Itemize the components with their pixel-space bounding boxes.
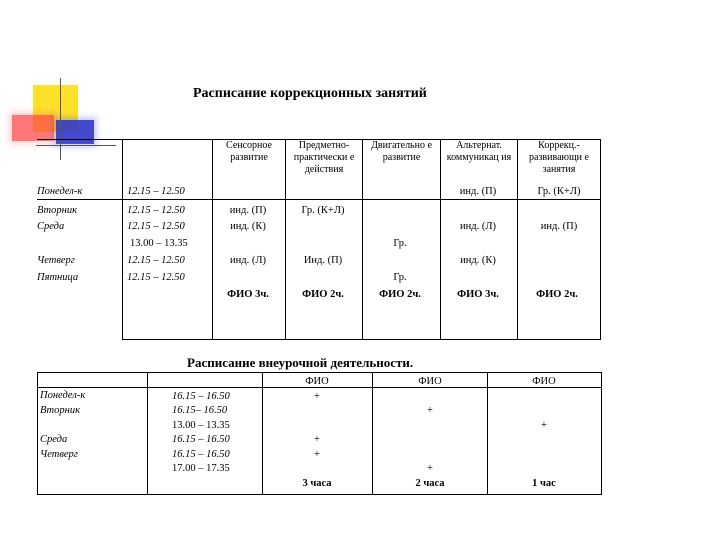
t2-total: 2 часа bbox=[415, 478, 445, 489]
t1-cell: инд. (П) bbox=[229, 205, 267, 216]
t1-time: 12.15 – 12.50 bbox=[127, 221, 185, 232]
t2-day: Понедел-к bbox=[40, 390, 86, 401]
t1-day: Пятница bbox=[37, 272, 79, 283]
t1-cell: инд. (П) bbox=[540, 221, 578, 232]
t2-time: 16.15 – 16.50 bbox=[172, 449, 230, 460]
t1-total: ФИО 2ч. bbox=[302, 289, 344, 300]
t1-cell: Инд. (П) bbox=[303, 255, 343, 266]
t1-time: 12.15 – 12.50 bbox=[127, 255, 185, 266]
t2-header-fio: ФИО bbox=[418, 376, 442, 387]
t1-cell: инд. (Л) bbox=[460, 221, 496, 232]
t2-mark: + bbox=[314, 449, 320, 460]
t1-col-line bbox=[212, 139, 213, 339]
t2-time: 17.00 – 17.35 bbox=[172, 463, 230, 474]
t1-cell: инд. (К) bbox=[460, 255, 496, 266]
t1-time: 12.15 – 12.50 bbox=[127, 186, 185, 197]
t2-col-line bbox=[601, 372, 602, 494]
t2-time: 16.15 – 16.50 bbox=[172, 391, 230, 402]
t1-cell: Гр. (К+Л) bbox=[537, 186, 581, 197]
t2-mark: + bbox=[427, 463, 433, 474]
t1-day: Среда bbox=[37, 221, 65, 232]
schedule-title: Расписание коррекционных занятий bbox=[193, 86, 427, 101]
t1-total: ФИО 3ч. bbox=[457, 289, 499, 300]
extracurricular-title: Расписание внеурочной деятельности. bbox=[187, 355, 414, 370]
t2-col-line bbox=[147, 372, 148, 494]
t2-header-fio: ФИО bbox=[532, 376, 556, 387]
t2-time: 16.15– 16.50 bbox=[172, 405, 228, 416]
t1-day: Понедел-к bbox=[37, 186, 83, 197]
t1-total: ФИО 3ч. bbox=[227, 289, 269, 300]
t1-cell: инд. (П) bbox=[459, 186, 497, 197]
t2-bottom-border bbox=[37, 494, 602, 495]
t1-cell: инд. (Л) bbox=[230, 255, 266, 266]
t1-col-line bbox=[600, 139, 601, 339]
t2-top-border bbox=[37, 372, 602, 373]
t1-time: 12.15 – 12.50 bbox=[127, 272, 185, 283]
t2-header-border bbox=[37, 387, 602, 388]
t1-header-sensory: Сенсорное развитие bbox=[226, 140, 272, 163]
t1-bottom-border bbox=[122, 339, 601, 340]
t1-col-line bbox=[440, 139, 441, 339]
t2-time: 13.00 – 13.35 bbox=[172, 420, 230, 431]
t1-col-line bbox=[122, 139, 123, 339]
t2-col-line bbox=[37, 372, 38, 494]
t2-mark: + bbox=[314, 434, 320, 445]
t1-total: ФИО 2ч. bbox=[536, 289, 578, 300]
t1-cell: инд. (К) bbox=[230, 221, 266, 232]
t2-mark: + bbox=[427, 405, 433, 416]
t2-day: Вторник bbox=[40, 405, 80, 416]
t2-col-line bbox=[262, 372, 263, 494]
t1-header-correction: Коррекц.- развивающи е занятия bbox=[529, 140, 589, 175]
t1-time: 13.00 – 13.35 bbox=[130, 238, 188, 249]
t2-mark: + bbox=[314, 391, 320, 402]
t2-day: Четверг bbox=[40, 449, 78, 460]
t1-time: 12.15 – 12.50 bbox=[127, 205, 185, 216]
decor-horizontal-line bbox=[36, 145, 116, 146]
t1-total: ФИО 2ч. bbox=[379, 289, 421, 300]
t1-header-alt-communication: Альтернат. коммуникац ия bbox=[446, 140, 512, 163]
t1-header-motor: Двигательно е развитие bbox=[371, 140, 432, 163]
t2-total: 3 часа bbox=[302, 478, 332, 489]
t1-cell: Гр. bbox=[393, 272, 407, 283]
decor-blue-square bbox=[56, 120, 94, 144]
t1-day: Вторник bbox=[37, 205, 77, 216]
t1-cell: Гр. (К+Л) bbox=[301, 205, 345, 216]
decor-red-square bbox=[12, 115, 54, 141]
t2-col-line bbox=[487, 372, 488, 494]
t2-header-fio: ФИО bbox=[305, 376, 329, 387]
t1-day: Четверг bbox=[37, 255, 75, 266]
t1-col-line bbox=[362, 139, 363, 339]
t2-total: 1 час bbox=[532, 478, 556, 489]
decor-vertical-line bbox=[60, 78, 61, 160]
t2-col-line bbox=[372, 372, 373, 494]
t1-cell: Гр. bbox=[393, 238, 407, 249]
t1-header-practical: Предметно-практически е действия bbox=[293, 140, 355, 175]
t2-time: 16.15 – 16.50 bbox=[172, 434, 230, 445]
t2-day: Среда bbox=[40, 434, 68, 445]
t2-mark: + bbox=[541, 420, 547, 431]
